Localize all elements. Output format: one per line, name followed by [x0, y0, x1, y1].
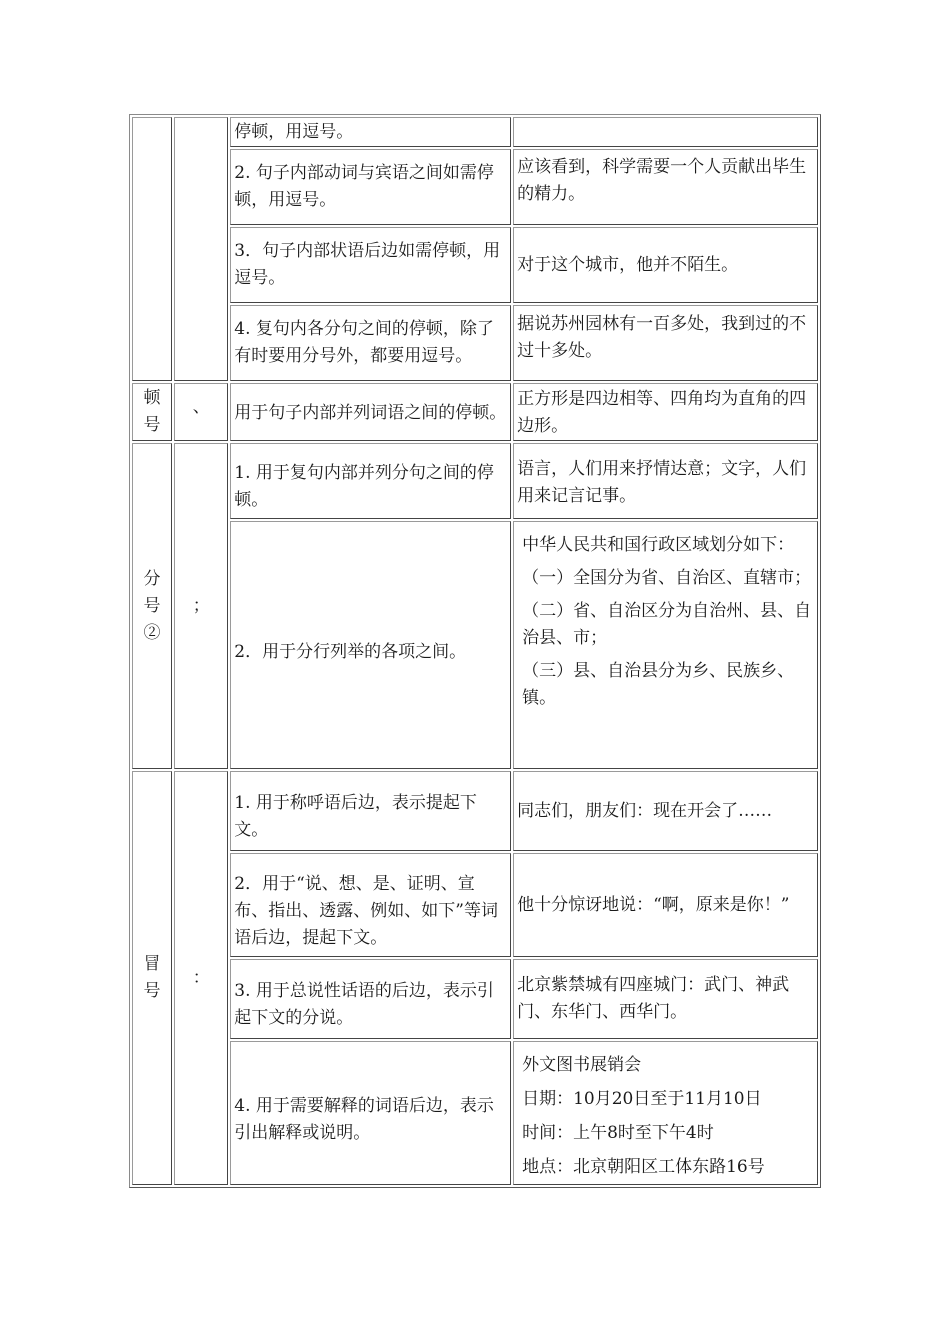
punctuation-name: 冒号 [132, 771, 172, 1185]
punctuation-mark: ： [174, 771, 228, 1185]
example-cell: 正方形是四边相等、四角均为直角的四边形。 [513, 383, 818, 441]
example-line: 时间：上午8时至下午4时 [522, 1123, 714, 1143]
example-line: 中华人民共和国行政区域划分如下： [522, 535, 795, 555]
usage-cell: 用于句子内部并列词语之间的停顿。 [230, 383, 511, 441]
table-row [132, 853, 818, 957]
example-line: 地点：北京朝阳区工体东路16号 [522, 1157, 765, 1177]
example-line: 外文图书展销会 [522, 1055, 642, 1075]
usage-cell: 3．句子内部状语后边如需停顿，用逗号。 [230, 227, 511, 303]
punctuation-usage-table [129, 114, 821, 1188]
table-row [132, 521, 818, 769]
table-row [132, 771, 818, 851]
usage-cell: 2．用于分行列举的各项之间。 [230, 521, 511, 769]
table-row [132, 227, 818, 303]
example-cell: 对于这个城市，他并不陌生。 [513, 227, 818, 303]
table-row [132, 117, 818, 147]
example-cell: 北京紫禁城有四座城门：武门、神武门、东华门、西华门。 [513, 959, 818, 1039]
table-row [132, 959, 818, 1039]
example-line: 日期：10月20日至于11月10日 [522, 1089, 762, 1109]
table-row [132, 443, 818, 519]
usage-cell: 停顿，用逗号。 [230, 117, 511, 147]
example-line: （一）全国分为省、自治区、直辖市； [522, 568, 812, 588]
usage-cell: 4. 复句内各分句之间的停顿，除了有时要用分号外，都要用逗号。 [230, 305, 511, 381]
example-cell [513, 1041, 818, 1185]
usage-cell: 2. 句子内部动词与宾语之间如需停顿，用逗号。 [230, 149, 511, 225]
usage-cell: 3. 用于总说性话语的后边，表示引起下文的分说。 [230, 959, 511, 1039]
comma-name-cell [132, 117, 172, 381]
example-cell: 他十分惊讶地说：“啊，原来是你！” [513, 853, 818, 957]
table-row [132, 383, 818, 441]
table-row [132, 1041, 818, 1185]
example-cell: 同志们，朋友们：现在开会了…… [513, 771, 818, 851]
table-row [132, 149, 818, 225]
usage-cell: 1. 用于复句内部并列分句之间的停顿。 [230, 443, 511, 519]
example-cell [513, 521, 818, 769]
example-line: （二）省、自治区分为自治州、县、自治县、市； [522, 601, 812, 648]
punctuation-mark: ； [174, 443, 228, 769]
example-cell: 据说苏州园林有一百多处，我到过的不过十多处。 [513, 305, 818, 381]
usage-cell: 2．用于“说、想、是、证明、宣布、指出、透露、例如、如下”等词语后边，提起下文。 [230, 853, 511, 957]
punctuation-name: 分号② [132, 443, 172, 769]
example-line: （三）县、自治县分为乡、民族乡、镇。 [522, 661, 795, 708]
table-row [132, 305, 818, 381]
punctuation-mark: 、 [174, 383, 228, 441]
example-cell [513, 117, 818, 147]
usage-cell: 1. 用于称呼语后边，表示提起下文。 [230, 771, 511, 851]
example-cell: 应该看到，科学需要一个人贡献出毕生的精力。 [513, 149, 818, 225]
punctuation-name: 顿号 [132, 383, 172, 441]
comma-mark-cell [174, 117, 228, 381]
usage-cell: 4. 用于需要解释的词语后边，表示引出解释或说明。 [230, 1041, 511, 1185]
example-cell: 语言，人们用来抒情达意；文字，人们用来记言记事。 [513, 443, 818, 519]
